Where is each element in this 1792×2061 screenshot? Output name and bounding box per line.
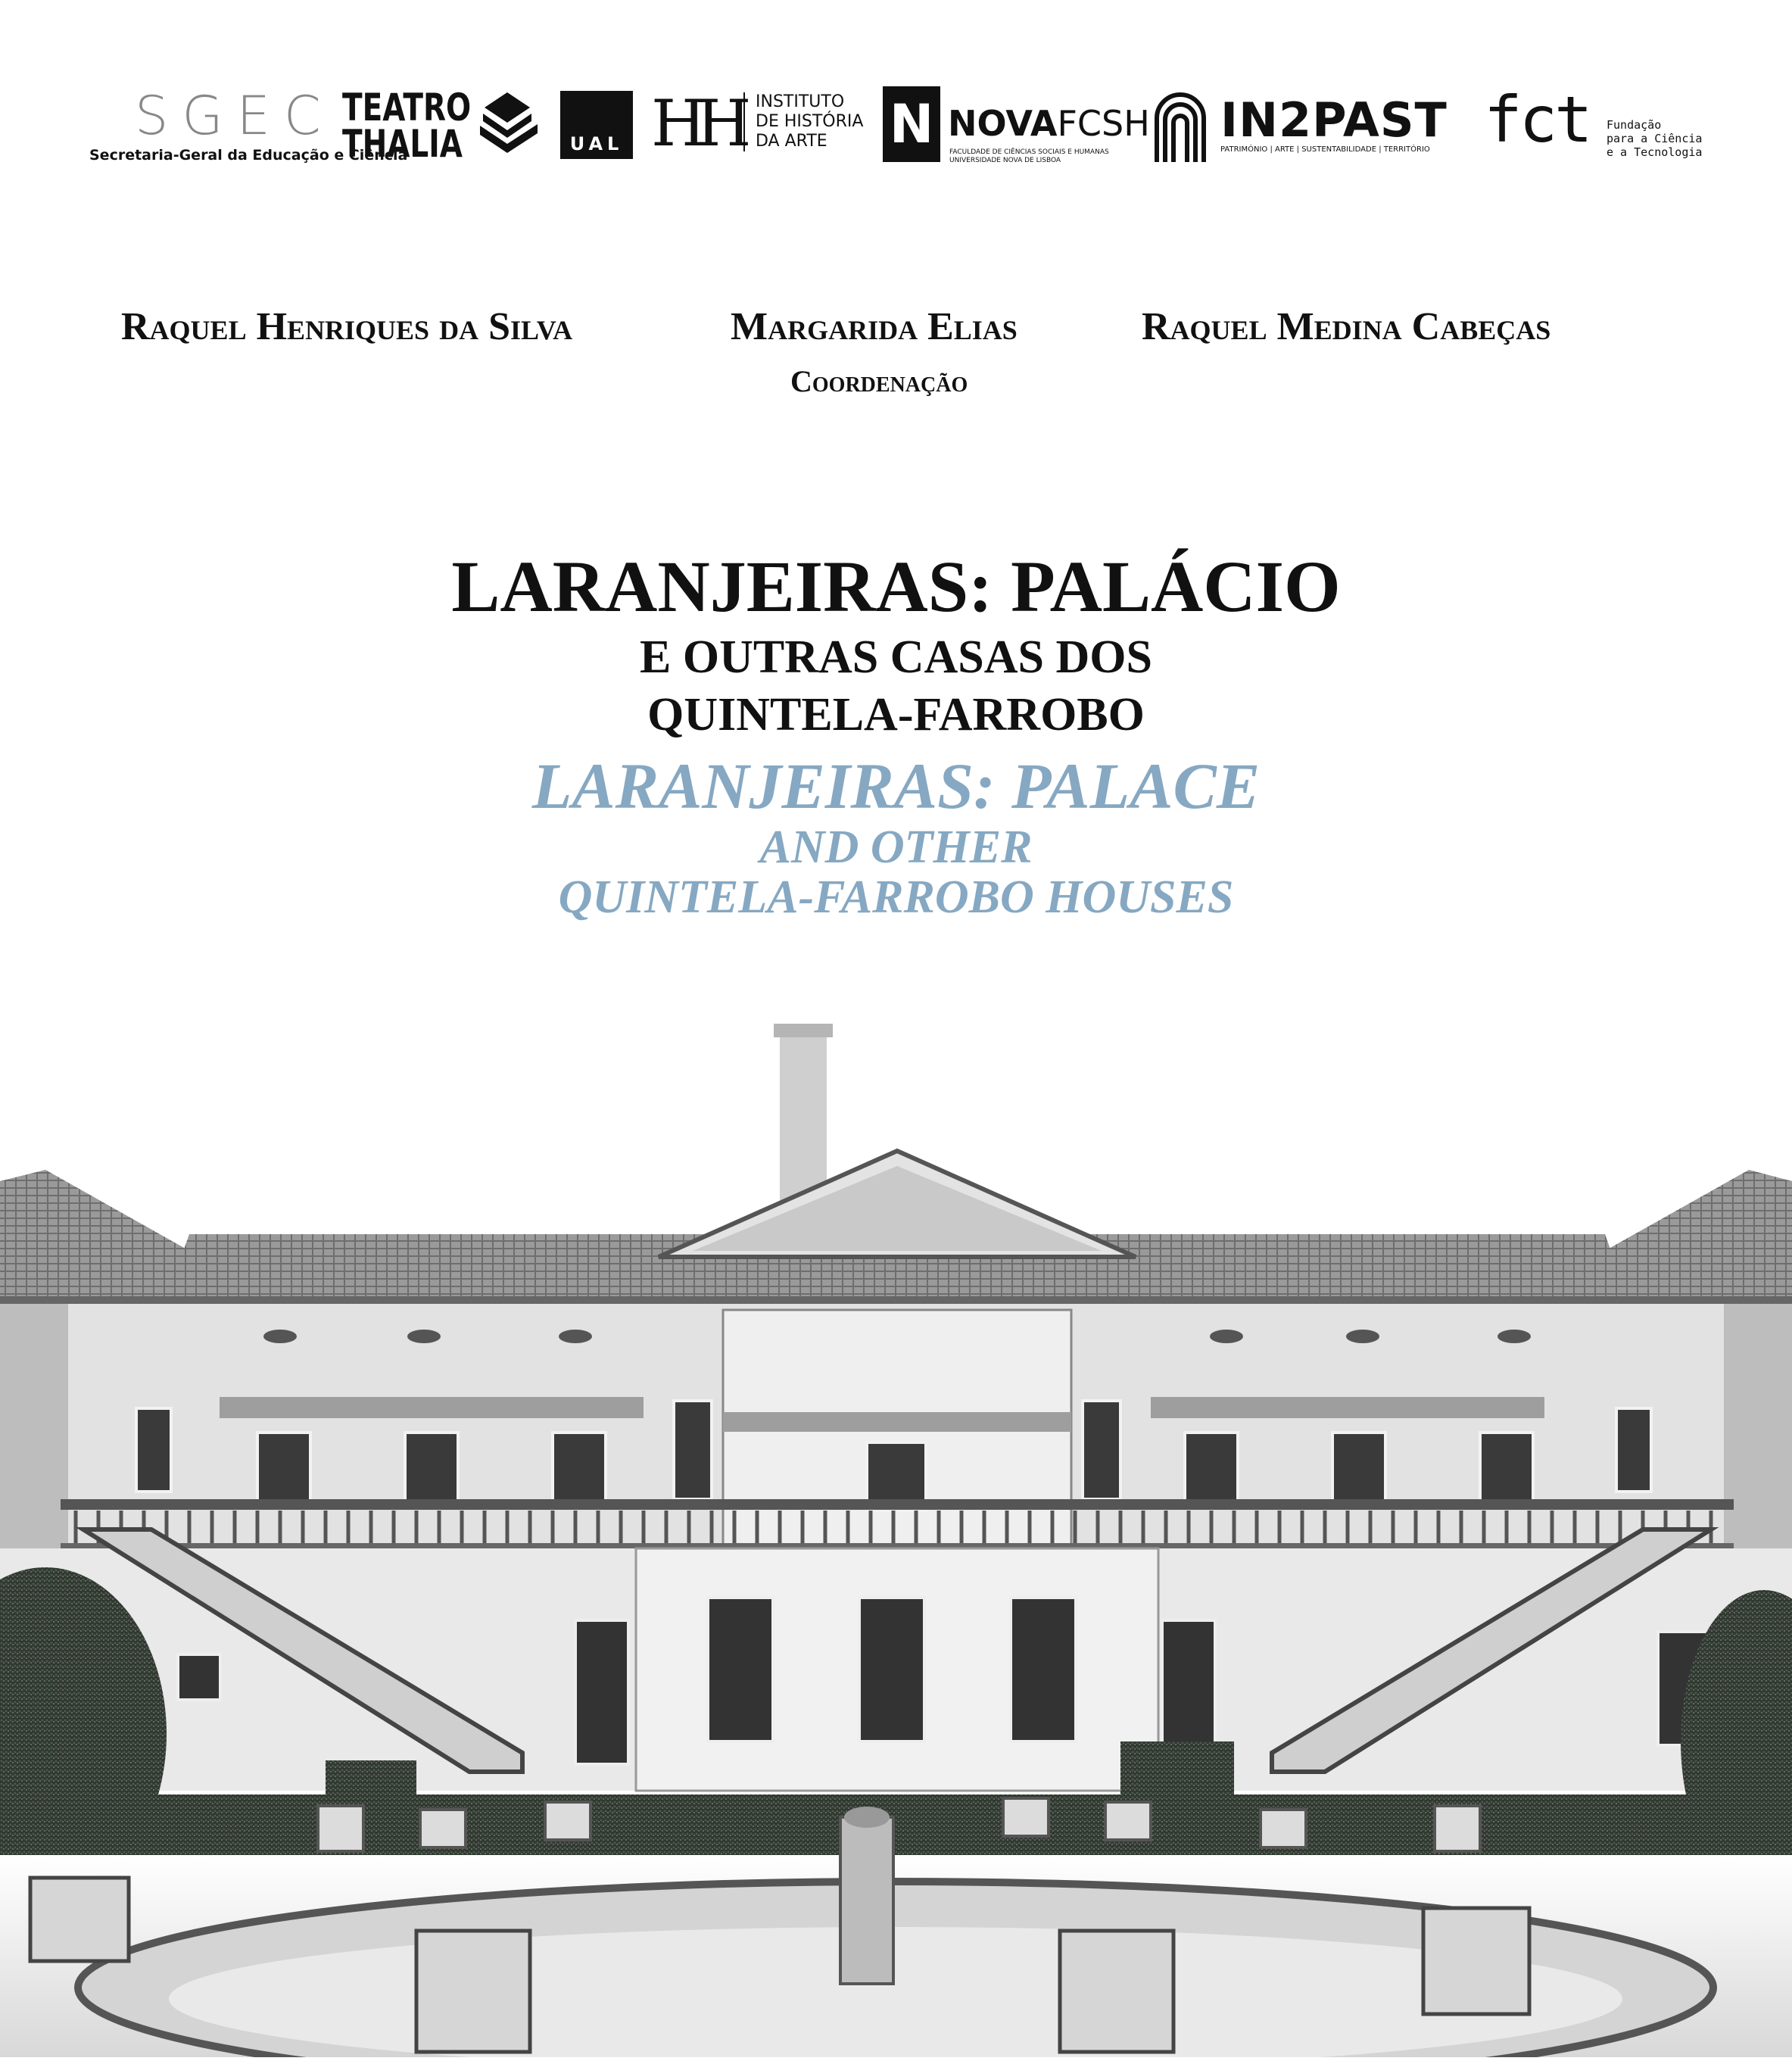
iha-mark: HH [651, 86, 741, 161]
nova-bold: NOVA [948, 103, 1058, 144]
title-en-main: LARANJEIRAS: PALACE [531, 750, 1261, 822]
author-1: Raquel Henriques da Silva [121, 305, 573, 348]
title-pt-line2: E OUTRAS CASAS DOS [639, 631, 1152, 683]
sgec-mark: SGEC [135, 85, 335, 147]
teatro-thalia-logo [342, 86, 472, 166]
author-3: Raquel Medina Cabeças [1142, 305, 1551, 348]
nova-name [948, 103, 1150, 144]
teatro-line1: TEATRO [342, 86, 472, 129]
sgec-label: Secretaria-Geral da Educação e Ciência [89, 147, 408, 164]
nova-sub2: UNIVERSIDADE NOVA DE LISBOA [949, 157, 1061, 164]
fct-logo-text [1607, 118, 1702, 159]
ual-label: UAL [569, 133, 624, 154]
iha-line2: DE HISTÓRIA [756, 112, 864, 131]
fct-line2: para a Ciência [1607, 132, 1703, 145]
title-en-line3: QUINTELA-FARROBO HOUSES [558, 871, 1234, 923]
fct-mark: fct [1484, 83, 1590, 157]
iha-line3: DA ARTE [756, 132, 827, 151]
partner-logos [0, 0, 1792, 197]
iha-logo-text [743, 92, 863, 151]
in2past-logo [1220, 92, 1448, 154]
coordination-label: Coordenação [790, 364, 968, 398]
nova-letter: N [883, 86, 940, 162]
teatro-line2: THALIA [342, 122, 463, 166]
palace-photo [0, 1015, 1792, 2057]
in2past-arch-icon [1154, 91, 1207, 164]
nova-rest: FCSH [1057, 103, 1150, 144]
nova-sub1: FACULDADE DE CIÊNCIAS SOCIAIS E HUMANAS [949, 148, 1109, 156]
title-en-line2: AND OTHER [759, 822, 1033, 873]
fct-line3: e a Tecnologia [1607, 145, 1703, 159]
nova-sub [949, 148, 1109, 165]
title-pt-line3: QUINTELA-FARROBO [647, 689, 1145, 741]
book-title-block [0, 545, 1792, 922]
author-2: Margarida Elias [731, 305, 1018, 348]
fct-line1: Fundação [1607, 118, 1662, 132]
palace-illustration [0, 1015, 1792, 2057]
nova-fcsh-logo [883, 86, 1150, 165]
book-stack-logo [477, 91, 545, 161]
ual-logo [560, 91, 633, 159]
iha-line1: INSTITUTO [756, 92, 845, 111]
in2past-sub: PATRIMÓNIO | ARTE | SUSTENTABILIDADE | TERRITÓRIO [1220, 145, 1430, 154]
title-pt-main: LARANJEIRAS: PALÁCIO [451, 546, 1341, 627]
in2past-name: IN2PAST [1220, 92, 1448, 148]
